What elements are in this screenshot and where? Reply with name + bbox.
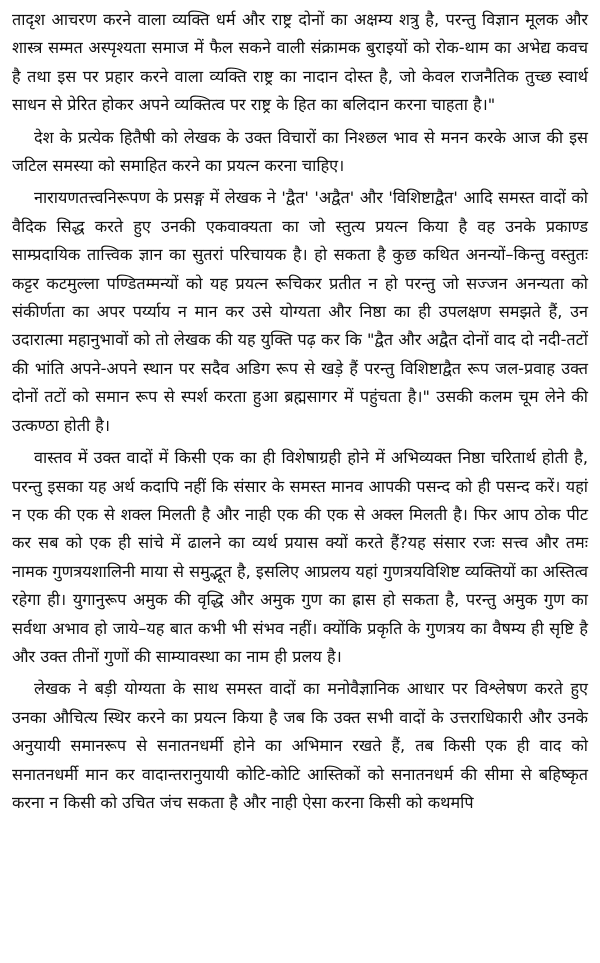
paragraph-2: देश के प्रत्येक हितैषी को लेखक के उक्त विचारों का निश्छल भाव से मनन करके आज की इस जटिल समस्या को समाहित करने का प्रयत्न करना चाहिए। xyxy=(12,127,588,176)
paragraph-1: तादृश आचरण करने वाला व्यक्ति धर्म और राष्ट्र दोनों का अक्षम्य शत्रु है, परन्तु विज्ञान मूलक और शास्त्र सम्मत अस्पृश्यता समाज में फैल सकने वाली संक्रामक बुराइयों को रोक-थाम का अभेद्य कवच है तथा इस पर प्रहार करने वाला व्यक्ति राष्ट्र का नादान दोस्त है, जो केवल राजनैतिक तुच्छ स्वार्थ साधन से प्रेरित होकर अपने व्यक्तित्व पर राष्ट्र के हित का बलिदान करना चाहता है।" xyxy=(12,10,588,115)
paragraph-4: वास्तव में उक्त वादों में किसी एक का ही विशेषाग्रही होने में अभिव्यक्त निष्ठा चरितार्थ होती है, परन्तु इसका यह अर्थ कदापि नहीं कि संसार के समस्त मानव आपकी पसन्द को ही पसन्द करें। यहां न एक की एक से शक्ल मिलती है और नाही एक की एक से अक्ल मिलती है। फिर आप ठोक पीट कर सब को एक ही सांचे में ढालने का व्यर्थ प्रयास क्यों करते हैं?यह संसार रजः सत्त्व और तमः नामक गुणत्रयशालिनी माया से समुद्भूत है, इसलिए आप्रलय यहां गुणत्रयविशिष्ट व्यक्तियों का अस्तित्व रहेगा ही। युगानुरूप अमुक की वृद्धि और अमुक गुण का ह्रास हो सकता है, परन्तु अमुक गुण का सर्वथा अभाव हो जाये–यह बात कभी भी संभव नहीं। क्योंकि प्रकृति के गुणत्रय का वैषम्य ही सृष्टि है और उक्त तीनों गुणों की साम्यावस्था का नाम ही प्रलय है। xyxy=(12,448,588,666)
paragraph-5: लेखक ने बड़ी योग्यता के साथ समस्त वादों का मनोवैज्ञानिक आधार पर विश्लेषण करते हुए उनका औचित्य स्थिर करने का प्रयत्न किया है जब कि उक्त सभी वादों के उत्तराधिकारी और उनके अनुयायी समानरूप से सनातनधर्मी होने का अभिमान रखते हैं, तब किसी एक ही वाद को सनातनधर्मी मान कर वादान्तरानुयायी कोटि-कोटि आस्तिकों को सनातनधर्म की सीमा से बहिष्कृत करना न किसी को उचित जंच सकता है और नाही ऐसा करना किसी को कथमपि xyxy=(12,679,588,812)
paragraph-3: नारायणतत्त्वनिरूपण के प्रसङ्ग में लेखक ने 'द्वैत' 'अद्वैत' और 'विशिष्टाद्वैत' आदि समस्त वादों को वैदिक सिद्ध करते हुए उनकी एकवाक्यता का जो स्तुत्य प्रयत्न किया है वह उनके प्रकाण्ड साम्प्रदायिक तात्त्विक ज्ञान का सुतरां परिचायक है। हो सकता है कुछ कथित अनन्यों–किन्तु वस्तुतः कट्टर कटमुल्ला पण्डितम्मन्यों को यह प्रयत्न रूचिकर प्रतीत न हो परन्तु जो सज्जन अनन्यता को संकीर्णता का अपर पर्य्याय न मान कर उसे योग्यता और निष्ठा का ही उपलक्षण समझते हैं, उन उदारात्मा महानुभावों को तो लेखक की यह युक्ति पढ़ कर कि "द्वैत और अद्वैत दोनों वाद दो नदी-तटों की भांति अपने-अपने स्थान पर सदैव अडिग रूप से खड़े हैं परन्तु विशिष्टाद्वैत रूप जल-प्रवाह उक्त दोनों तटों को समान रूप से स्पर्श करता हुआ ब्रह्मसागर में पहुंचता है।" उसकी कलम चूम लेने की उत्कण्ठा होती है। xyxy=(12,188,588,435)
